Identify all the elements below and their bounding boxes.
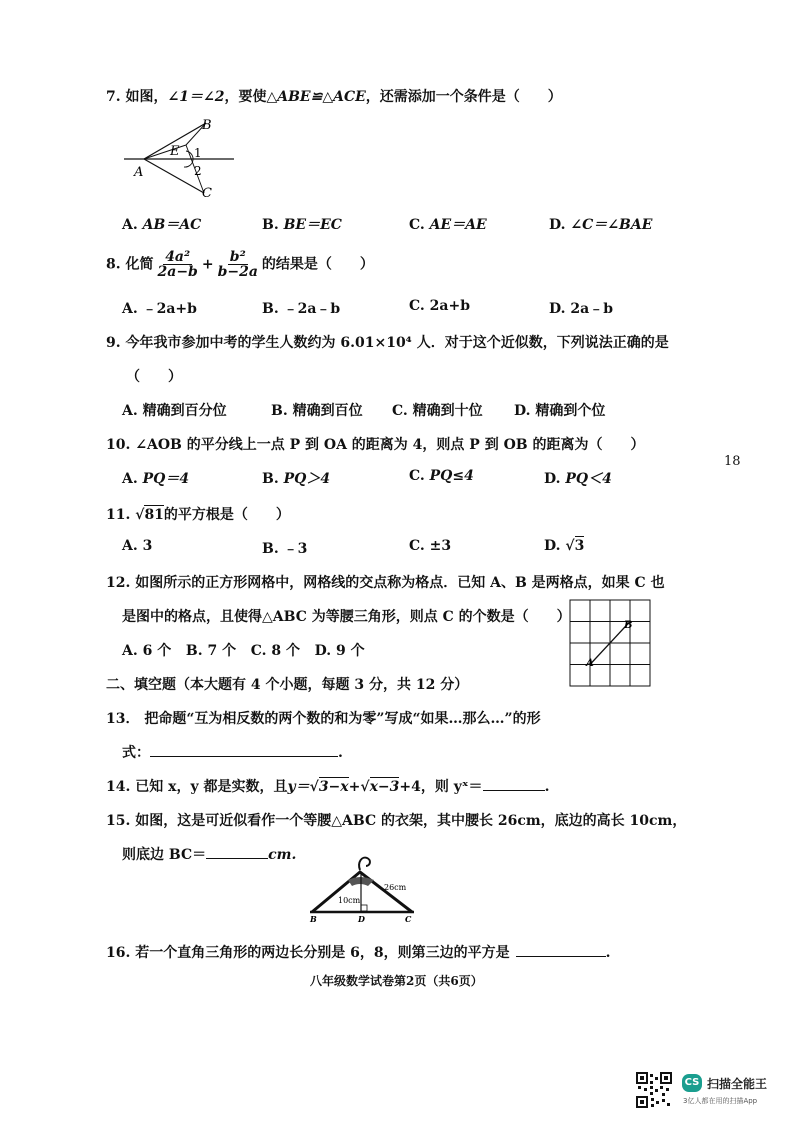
q8-option-b: B. ﹣2a﹣b xyxy=(262,301,341,317)
hanger-hook xyxy=(359,858,370,870)
q14-number: 14. xyxy=(106,779,131,795)
q8-text-a: 化简 xyxy=(125,256,154,273)
q7-option-a: A. AB＝AC xyxy=(122,217,202,233)
q15-unit: cm. xyxy=(268,847,297,863)
q7-label-b: B xyxy=(202,118,212,133)
q7-congruence: △ABE≌△ACE xyxy=(266,89,366,105)
q11-radical: √81 xyxy=(135,507,164,523)
q7-option-d: D. ∠C＝∠BAE xyxy=(549,217,653,233)
q7-label-a: A xyxy=(134,165,144,180)
q8-stem xyxy=(106,250,374,279)
q9-number: 9. xyxy=(106,335,121,351)
q15-label-10cm: 10cm xyxy=(338,896,361,905)
q9-option-b: B. 精确到百位 xyxy=(271,403,363,419)
q9-value: 6.01×10⁴ xyxy=(340,335,412,351)
q15-hanger-figure xyxy=(300,852,430,924)
q12-option-b: B. 7 个 xyxy=(185,643,237,659)
q7-option-c: C. AE＝AE xyxy=(409,217,487,233)
q10-option-b: B. PQ＞4 xyxy=(262,471,331,487)
margin-mark: 18 xyxy=(724,454,741,469)
qr-code-icon xyxy=(636,1072,672,1108)
q7-text-b: ，要使 xyxy=(224,89,267,105)
q7-option-b: B. BE＝EC xyxy=(262,217,342,233)
q10-option-c: C. PQ≤4 xyxy=(409,468,474,484)
q9-paren: （ ） xyxy=(126,369,182,385)
q11-option-a: A. 3 xyxy=(122,538,153,554)
q11-stem xyxy=(106,504,290,524)
q16-text: 若一个直角三角形的两边长分别是 6，8，则第三边的平方是 xyxy=(135,945,510,961)
q14-plus: + xyxy=(348,779,361,795)
q8-option-a: A. ﹣2a+b xyxy=(122,301,197,317)
q7-stem xyxy=(106,86,562,106)
q9-text-a: 今年我市参加中考的学生人数约为 xyxy=(125,335,336,351)
q12-label-a: A xyxy=(586,658,594,669)
q11-text: 的平方根是（ ） xyxy=(163,507,290,523)
q8-fraction-2: $\frac{\text{b²}}{b-2a}$ xyxy=(217,249,258,280)
q13-text-1: 把命题“互为相反数的两个数的和为零”写成“如果…那么…”的形 xyxy=(144,711,541,727)
q13-text-2: 式： xyxy=(122,745,150,761)
q15-line-2 xyxy=(122,844,296,864)
q15-text-2a: 则底边 BC＝ xyxy=(122,847,207,863)
q16-number: 16. xyxy=(106,945,131,961)
camscanner-logo-icon: CS xyxy=(682,1074,702,1092)
q7-text-a: 如图， xyxy=(125,89,168,105)
q15-label-b: B xyxy=(310,914,317,924)
q12-grid-figure xyxy=(568,598,654,690)
q14-stem: 14. 已知 x，y 都是实数，且y＝√3−x+√x−3+4，则 yˣ＝ . xyxy=(106,779,550,795)
q11-option-c: C. ±3 xyxy=(409,538,452,554)
q13-line-1 xyxy=(106,708,541,728)
right-angle-mark xyxy=(361,905,367,911)
q15-answer-blank[interactable] xyxy=(206,858,268,859)
q14-radical-2: x−3 xyxy=(369,779,400,795)
q15-label-c: C xyxy=(405,914,412,924)
camscanner-subtitle: 3亿人都在用的扫描App xyxy=(683,1097,758,1105)
q11-number: 11. xyxy=(106,507,131,523)
q9-option-c: C. 精确到十位 xyxy=(392,403,483,419)
q14-answer-blank[interactable] xyxy=(483,790,545,791)
q12-options xyxy=(122,640,365,660)
q11-option-d: D. √3 xyxy=(544,538,585,554)
q7-number: 7. xyxy=(106,89,121,105)
q12-line-1 xyxy=(106,572,665,592)
q15-line-1 xyxy=(106,810,686,830)
section-2-heading: 二、填空题（本大题有 4 个小题，每题 3 分，共 12 分） xyxy=(106,677,469,693)
q7-label-2: 2 xyxy=(194,164,202,178)
page-footer: 八年级数学试卷第2页（共6页） xyxy=(310,974,483,988)
q7-condition: ∠1＝∠2 xyxy=(167,89,225,105)
q11-option-b: B. ﹣3 xyxy=(262,541,308,557)
q7-label-1: 1 xyxy=(194,146,202,160)
camscanner-title: 扫描全能王 xyxy=(707,1077,768,1091)
q9-text-b: 人．对于这个近似数，下列说法正确的是 xyxy=(416,335,669,351)
q14-radical-1: 3−x xyxy=(318,779,349,795)
q8-option-c: C. 2a+b xyxy=(409,298,470,314)
q9-option-a: A. 精确到百分位 xyxy=(122,403,227,419)
q7-label-c: C xyxy=(202,186,212,200)
q8-plus: + xyxy=(201,256,214,273)
q15-text-1: 如图，这是可近似看作一个等腰△ABC 的衣架，其中腰长 26cm，底边的高长 10cm， xyxy=(135,813,687,829)
q13-answer-blank[interactable] xyxy=(150,756,338,757)
q9-stem xyxy=(106,332,669,352)
q7-text-c: ，还需添加一个条件是（ ） xyxy=(365,89,562,105)
q14-text-b: ，则 yˣ＝ xyxy=(420,779,483,795)
q12-label-b: B xyxy=(624,620,633,631)
q15-label-d: D xyxy=(358,914,365,924)
q12-option-a: A. 6 个 xyxy=(122,643,172,659)
q10-option-d: D. PQ＜4 xyxy=(544,471,612,487)
q14-tail: +4 xyxy=(399,779,421,795)
q8-option-d: D. 2a﹣b xyxy=(549,301,613,317)
q14-eq-y: y＝ xyxy=(287,779,310,795)
q7-figure xyxy=(120,115,240,200)
q16-answer-blank[interactable] xyxy=(516,956,606,957)
q12-text-1: 如图所示的正方形网格中，网格线的交点称为格点．已知 A、B 是两格点，如果 C 也 xyxy=(135,575,665,591)
q10-text: ∠AOB 的平分线上一点 P 到 OA 的距离为 4，则点 P 到 OB 的距离为（ ） xyxy=(135,437,645,453)
q12-line-2: 是图中的格点，且使得△ABC 为等腰三角形，则点 C 的个数是（ ） xyxy=(122,609,571,625)
q15-number: 15. xyxy=(106,813,131,829)
q8-number: 8. xyxy=(106,256,121,273)
q10-option-a: A. PQ＝4 xyxy=(122,471,190,487)
q7-label-e: E xyxy=(170,144,180,159)
q8-text-b: 的结果是（ ） xyxy=(261,256,374,273)
q12-option-d: D. 9 个 xyxy=(314,643,365,659)
q12-number: 12. xyxy=(106,575,131,591)
q15-label-26cm: 26cm xyxy=(384,883,407,892)
q14-text-a: 已知 x，y 都是实数，且 xyxy=(135,779,288,795)
q12-option-c: C. 8 个 xyxy=(250,643,300,659)
q9-option-d: D. 精确到个位 xyxy=(514,403,606,419)
q8-fraction-1: $\frac{\text{4a²}}{2a-b}$ xyxy=(157,249,198,280)
q16-stem: 16. 若一个直角三角形的两边长分别是 6，8，则第三边的平方是 . xyxy=(106,945,611,961)
q13-number: 13． xyxy=(106,711,140,727)
q10-number: 10. xyxy=(106,437,131,453)
q10-stem xyxy=(106,434,644,454)
q13-line-2: 式： . xyxy=(122,745,343,761)
